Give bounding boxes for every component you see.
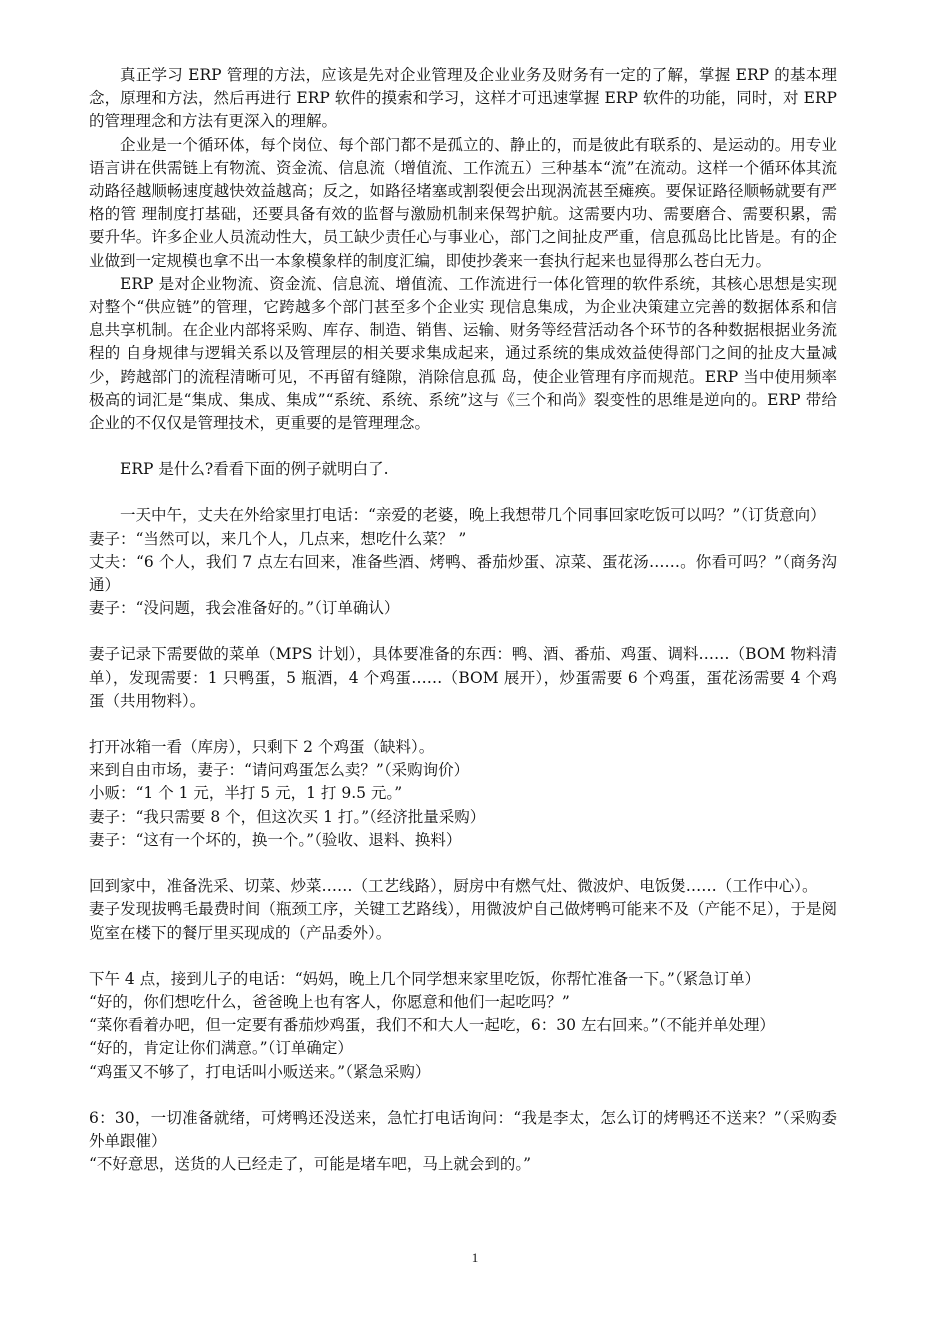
paragraph-erp-definition: ERP 是对企业物流、资金流、信息流、增值流、工作流进行一体化管理的软件系统，其核心思想是实现对整个“供应链”的管理，它跨越多个部门甚至多个企业实 现信息集成，为企业决策建立完善的数据体系和信息共享机制。在企业内部将采购、库存、制造、销售、运输、财务等经营活动各个环节的各种数据根据业务流程的 自身规律与逻辑关系以及管理层的相关要求集成起来，通过系统的集成效益使得部门之间的扯皮大量减少，跨越部门的流程清晰可见，不再留有缝隙，消除信息孤 岛，使企业管理有序而规范。ERP 当中使用频率极高的词汇是“集成、集成、集成”“系统、系统、系统”这与《三个和尚》裂变性的思维是逆向的。ERP 带给企业的不仅仅是管理技术，更重要的是管理理念。: [89, 274, 837, 433]
spacer: [89, 481, 837, 504]
story-line: 妻子：“我只需要 8 个，但这次买 1 打。”（经济批量采购）: [89, 807, 486, 826]
story-line: 下午 4 点，接到儿子的电话：“妈妈，晚上几个同学想来家里吃饭，你帮忙准备一下。”（紧急订单）: [89, 969, 761, 988]
story-line: 丈夫：“6 个人，我们 7 点左右回来，准备些酒、烤鸭、番茄炒蛋、凉菜、蛋花汤……。你看可吗？”（商务沟通）: [89, 552, 837, 595]
spacer: [89, 435, 837, 458]
spacer: [89, 852, 837, 875]
story-line: “菜你看着办吧，但一定要有番茄炒鸡蛋，我们不和大人一起吃，6：30 左右回来。”（不能并单处理）: [89, 1016, 775, 1035]
paragraph-example-intro: ERP 是什么?看看下面的例子就明白了.: [120, 460, 389, 479]
spacer: [89, 1084, 837, 1107]
spacer: [89, 945, 837, 968]
document-body: [89, 64, 837, 1176]
story-line: 妻子：“没问题，我会准备好的。”（订单确认）: [89, 599, 400, 618]
spacer: [89, 620, 837, 643]
story-line: 妻子：“这有一个坏的，换一个。”（验收、退料、换料）: [89, 830, 462, 849]
story-line: “好的，肯定让你们满意。”（订单确定）: [89, 1039, 353, 1058]
story-line: 打开冰箱一看（库房），只剩下 2 个鸡蛋（缺料）。: [89, 738, 435, 757]
story-line: 妻子记录下需要做的菜单（MPS 计划），具体要准备的东西：鸭、酒、番茄、鸡蛋、调料……（BOM 物料清单），发现需要：1 只鸭蛋，5 瓶酒，4 个鸡蛋……（BOM 展开），炒蛋需要 6 个鸡蛋，蛋花汤需要 4 个鸡蛋（共用物料）。: [89, 645, 837, 710]
story-line: 妻子：“当然可以，来几个人，几点来，想吃什么菜？ ”: [89, 529, 467, 548]
story-line: 妻子发现拔鸭毛最费时间（瓶颈工序，关键工艺路线），用微波炉自己做烤鸭可能来不及（产能不足），于是阅览室在楼下的餐厅里买现成的（产品委外）。: [89, 900, 837, 942]
page-number: 1: [471, 1250, 479, 1265]
story-line: 来到自由市场，妻子：“请问鸡蛋怎么卖？”（采购询价）: [89, 761, 470, 780]
spacer: [89, 713, 837, 736]
story-line: 6：30，一切准备就绪，可烤鸭还没送来，急忙打电话询问：“我是李太，怎么订的烤鸭还不送来？”（采购委外单跟催）: [89, 1108, 837, 1150]
paragraph-enterprise-cycle: 企业是一个循环体，每个岗位、每个部门都不是孤立的、静止的，而是彼此有联系的、是运动的。用专业语言讲在供需链上有物流、资金流、信息流（增值流、工作流五）三种基本“流”在流动。这样一个循环体其流动路径越顺畅速度越快效益越高；反之，如路径堵塞或割裂便会出现涡流甚至瘫痪。要保证路径顺畅就要有严格的管 理制度打基础，还要具备有效的监督与激励机制来保驾护航。这需要内功、需要磨合、需要积累，需要升华。许多企业人员流动性大，员工缺少责任心与事业心，部门之间扯皮严重，信息孤岛比比皆是。有的企业做到一定规模也拿不出一本象模象样的制度汇编，即使抄袭来一套执行起来也显得那么苍白无力。: [89, 135, 837, 270]
story-line: “不好意思，送货的人已经走了，可能是堵车吧，马上就会到的。”: [89, 1155, 532, 1174]
story-line: “好的，你们想吃什么，爸爸晚上也有客人，你愿意和他们一起吃吗？”: [89, 992, 570, 1011]
paragraph-intro: 真正学习 ERP 管理的方法，应该是先对企业管理及企业业务及财务有一定的了解，掌握 ERP 的基本理念，原理和方法，然后再进行 ERP 软件的摸索和学习，这样才可迅速掌握 ERP 软件的功能，同时，对 ERP 的管理理念和方法有更深入的理解。: [89, 66, 837, 131]
story-line: 一天中午，丈夫在外给家里打电话：“亲爱的老婆，晚上我想带几个同事回家吃饭可以吗？”（订货意向）: [120, 506, 826, 525]
story-line: 小贩：“1 个 1 元，半打 5 元，1 打 9.5 元。”: [89, 784, 403, 803]
story-line: 回到家中，准备洗采、切菜、炒菜……（工艺线路），厨房中有燃气灶、微波炉、电饭煲……（工作中心）。: [89, 877, 818, 896]
story-line: “鸡蛋又不够了，打电话叫小贩送来。”（紧急采购）: [89, 1062, 431, 1081]
